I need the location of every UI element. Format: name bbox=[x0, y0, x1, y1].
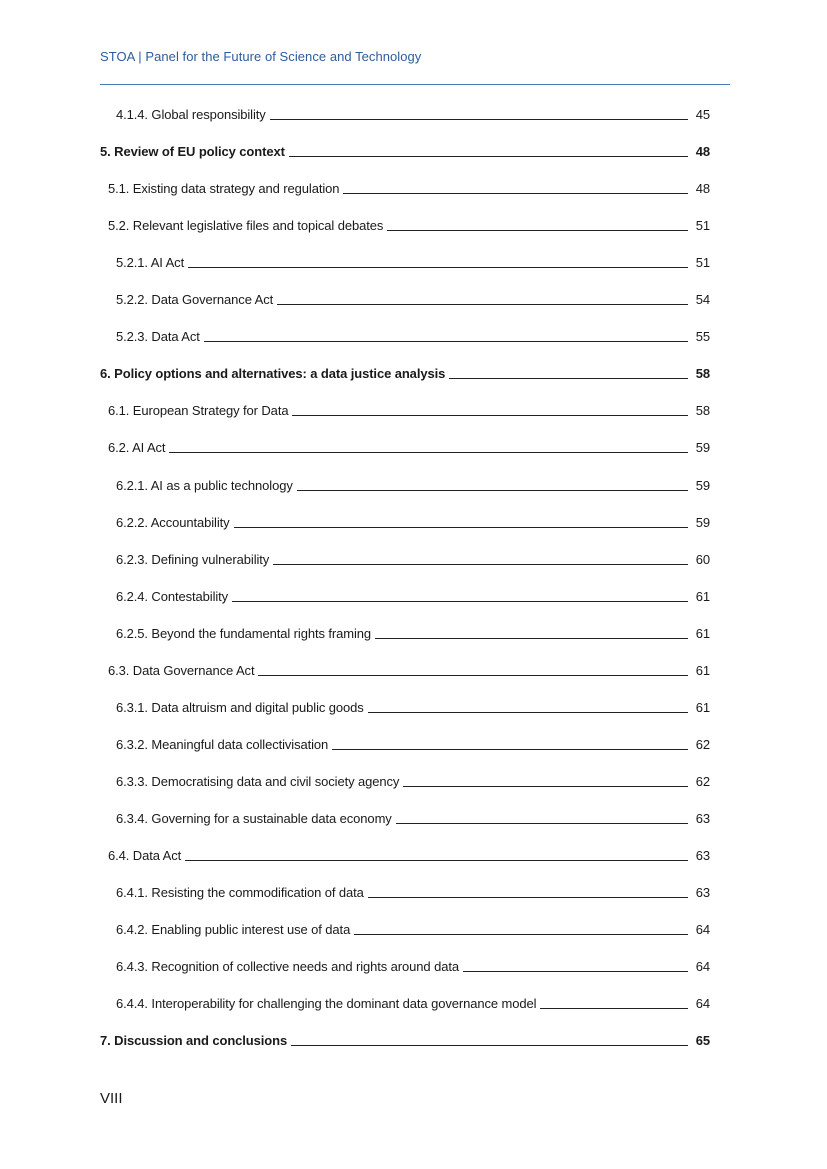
toc-entry-page: 60 bbox=[695, 552, 710, 567]
toc-entry[interactable] bbox=[116, 478, 710, 494]
toc-entry[interactable] bbox=[116, 255, 710, 271]
toc-leader-line bbox=[270, 119, 688, 120]
toc-entry-page: 54 bbox=[695, 292, 710, 307]
toc-entry-title: 6.1. European Strategy for Data bbox=[108, 403, 289, 418]
toc-entry-title: 5.2. Relevant legislative files and topical debates bbox=[108, 218, 384, 233]
toc-entry-page: 51 bbox=[695, 255, 710, 270]
toc-entry[interactable] bbox=[108, 848, 710, 864]
toc-entry[interactable] bbox=[116, 737, 710, 753]
toc-entry-page: 55 bbox=[695, 329, 710, 344]
toc-entry-page: 59 bbox=[695, 440, 710, 455]
toc-entry-title: 4.1.4. Global responsibility bbox=[116, 107, 266, 122]
toc-entry[interactable] bbox=[100, 366, 710, 382]
toc-entry-page: 45 bbox=[695, 107, 710, 122]
toc-entry-page: 61 bbox=[695, 700, 710, 715]
toc-entry-title: 6.3.1. Data altruism and digital public goods bbox=[116, 700, 364, 715]
toc-entry-title: 6.2.5. Beyond the fundamental rights framing bbox=[116, 626, 372, 641]
toc-entry[interactable] bbox=[100, 1033, 710, 1049]
toc-entry-page: 64 bbox=[695, 959, 710, 974]
toc-entry[interactable] bbox=[108, 218, 710, 234]
toc-entry-page: 59 bbox=[695, 478, 710, 493]
toc-entry[interactable] bbox=[116, 811, 710, 827]
toc-entry[interactable] bbox=[108, 440, 710, 456]
toc-entry-title: 6.2.3. Defining vulnerability bbox=[116, 552, 270, 567]
toc-leader-line bbox=[292, 415, 688, 416]
toc-leader-line bbox=[277, 304, 688, 305]
toc-entry[interactable] bbox=[116, 292, 710, 308]
toc-leader-line bbox=[169, 452, 688, 453]
toc-leader-line bbox=[368, 897, 688, 898]
toc-entry[interactable] bbox=[116, 107, 710, 123]
toc-entry[interactable] bbox=[116, 700, 710, 716]
toc-entry-title: 6.2.1. AI as a public technology bbox=[116, 478, 293, 493]
toc-entry[interactable] bbox=[116, 515, 710, 531]
toc-leader-line bbox=[332, 749, 688, 750]
toc-entry-page: 63 bbox=[695, 811, 710, 826]
toc-entry-page: 48 bbox=[695, 181, 710, 196]
toc-entry-title: 6.2.2. Accountability bbox=[116, 515, 230, 530]
toc-leader-line bbox=[234, 527, 688, 528]
toc-entry-page: 58 bbox=[695, 366, 710, 381]
toc-leader-line bbox=[403, 786, 688, 787]
toc-entry-title: 6.2. AI Act bbox=[108, 440, 166, 455]
toc-entry-page: 59 bbox=[695, 515, 710, 530]
toc-entry-title: 6.3.4. Governing for a sustainable data economy bbox=[116, 811, 392, 826]
toc-leader-line bbox=[291, 1045, 688, 1046]
toc-entry-title: 5.1. Existing data strategy and regulation bbox=[108, 181, 340, 196]
toc-leader-line bbox=[354, 934, 688, 935]
toc-leader-line bbox=[289, 156, 688, 157]
toc-entry-title: 6.3. Data Governance Act bbox=[108, 663, 255, 678]
toc-leader-line bbox=[185, 860, 688, 861]
toc-entry[interactable] bbox=[116, 959, 710, 975]
toc-entry[interactable] bbox=[116, 996, 710, 1012]
toc-entry-title: 6.4.2. Enabling public interest use of data bbox=[116, 922, 351, 937]
toc-entry-title: 6.4.1. Resisting the commodification of data bbox=[116, 885, 364, 900]
toc-entry-page: 51 bbox=[695, 218, 710, 233]
toc-entry-page: 58 bbox=[695, 403, 710, 418]
toc-entry[interactable] bbox=[116, 922, 710, 938]
toc-leader-line bbox=[343, 193, 688, 194]
toc-entry[interactable] bbox=[116, 885, 710, 901]
toc-entry-title: 5. Review of EU policy context bbox=[100, 144, 285, 159]
toc-leader-line bbox=[188, 267, 688, 268]
toc-entry-title: 5.2.1. AI Act bbox=[116, 255, 185, 270]
toc-leader-line bbox=[273, 564, 688, 565]
toc-entry[interactable] bbox=[108, 403, 710, 419]
toc-leader-line bbox=[387, 230, 688, 231]
running-header: STOA | Panel for the Future of Science and Technology bbox=[100, 49, 422, 64]
toc-entry-page: 63 bbox=[695, 848, 710, 863]
toc-entry-page: 61 bbox=[695, 589, 710, 604]
toc-entry-page: 64 bbox=[695, 996, 710, 1011]
toc-entry-title: 6.3.3. Democratising data and civil society agency bbox=[116, 774, 400, 789]
toc-entry-title: 5.2.2. Data Governance Act bbox=[116, 292, 274, 307]
toc-entry[interactable] bbox=[116, 552, 710, 568]
toc-entry-title: 6.4. Data Act bbox=[108, 848, 182, 863]
toc-entry-page: 62 bbox=[695, 774, 710, 789]
toc-entry-page: 65 bbox=[695, 1033, 710, 1048]
toc-entry-title: 6.3.2. Meaningful data collectivisation bbox=[116, 737, 329, 752]
toc-entry[interactable] bbox=[116, 774, 710, 790]
toc-leader-line bbox=[258, 675, 688, 676]
toc-entry-title: 7. Discussion and conclusions bbox=[100, 1033, 288, 1048]
toc-entry-page: 48 bbox=[695, 144, 710, 159]
toc-leader-line bbox=[368, 712, 688, 713]
toc-entry-page: 63 bbox=[695, 885, 710, 900]
toc-entry-page: 61 bbox=[695, 626, 710, 641]
header-divider bbox=[100, 84, 730, 85]
toc-entry[interactable] bbox=[108, 181, 710, 197]
toc-leader-line bbox=[375, 638, 688, 639]
page-number: VIII bbox=[100, 1090, 123, 1107]
toc-entry-page: 64 bbox=[695, 922, 710, 937]
toc-leader-line bbox=[232, 601, 688, 602]
toc-leader-line bbox=[204, 341, 688, 342]
toc-entry[interactable] bbox=[108, 663, 710, 679]
toc-entry-title: 6.4.3. Recognition of collective needs and rights around data bbox=[116, 959, 459, 974]
toc-entry-title: 6.2.4. Contestability bbox=[116, 589, 229, 604]
toc-entry[interactable] bbox=[116, 589, 710, 605]
toc-entry[interactable] bbox=[116, 329, 710, 345]
toc-leader-line bbox=[396, 823, 688, 824]
toc-entry-page: 61 bbox=[695, 663, 710, 678]
toc-entry-title: 6. Policy options and alternatives: a data justice analysis bbox=[100, 366, 446, 381]
toc-leader-line bbox=[463, 971, 688, 972]
toc-leader-line bbox=[449, 378, 688, 379]
toc-leader-line bbox=[297, 490, 688, 491]
toc-entry[interactable] bbox=[116, 626, 710, 642]
toc-entry-title: 6.4.4. Interoperability for challenging the dominant data governance model bbox=[116, 996, 537, 1011]
toc-leader-line bbox=[540, 1008, 688, 1009]
toc-entry-page: 62 bbox=[695, 737, 710, 752]
toc-entry-title: 5.2.3. Data Act bbox=[116, 329, 200, 344]
toc-entry[interactable] bbox=[100, 144, 710, 160]
